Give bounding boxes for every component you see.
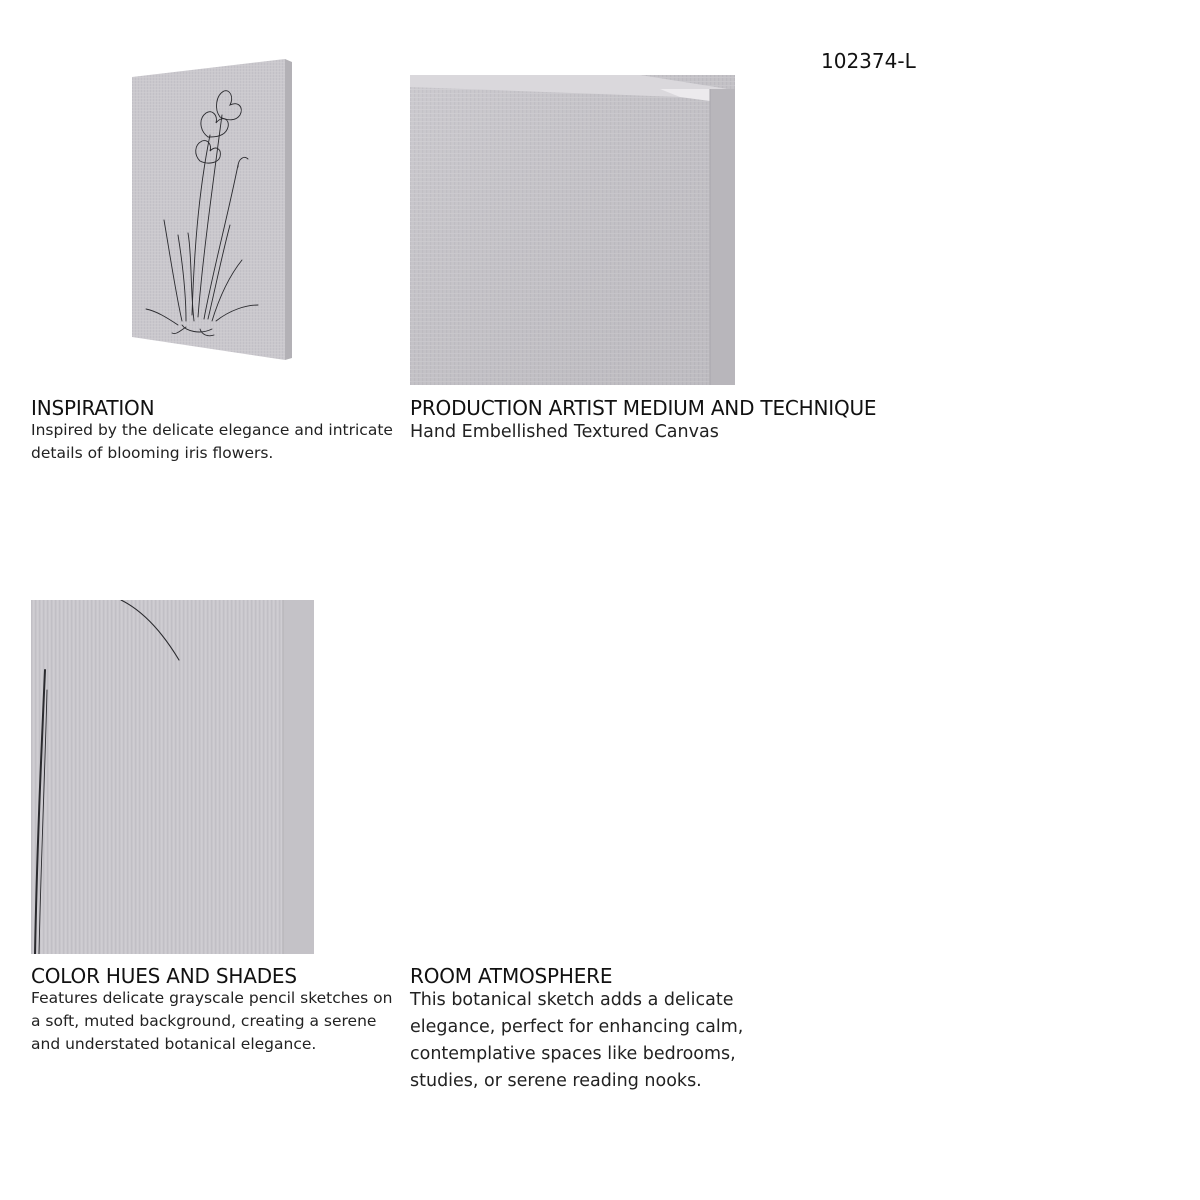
product-sku: 102374-L [821,49,916,73]
inspiration-text: Inspired by the delicate elegance and intricate details of blooming iris flowers. [31,421,393,462]
room-text: This botanical sketch adds a delicate elegance, perfect for enhancing calm, contemplative spaces like bedrooms, studies, or serene reading nooks. [410,990,744,1091]
production-heading: PRODUCTION ARTIST MEDIUM AND TECHNIQUE [410,396,877,420]
full-canvas-image [120,55,305,380]
production-text: Hand Embellished Textured Canvas [410,422,719,442]
color-text: Features delicate grayscale pencil sketches on a soft, muted background, creating a serene and understated botanical elegance. [31,989,393,1053]
texture-detail-image [31,600,314,954]
room-heading: ROOM ATMOSPHERE [410,964,613,988]
color-heading: COLOR HUES AND SHADES [31,964,297,988]
inspiration-heading: INSPIRATION [31,396,155,420]
corner-detail-image [410,75,735,385]
